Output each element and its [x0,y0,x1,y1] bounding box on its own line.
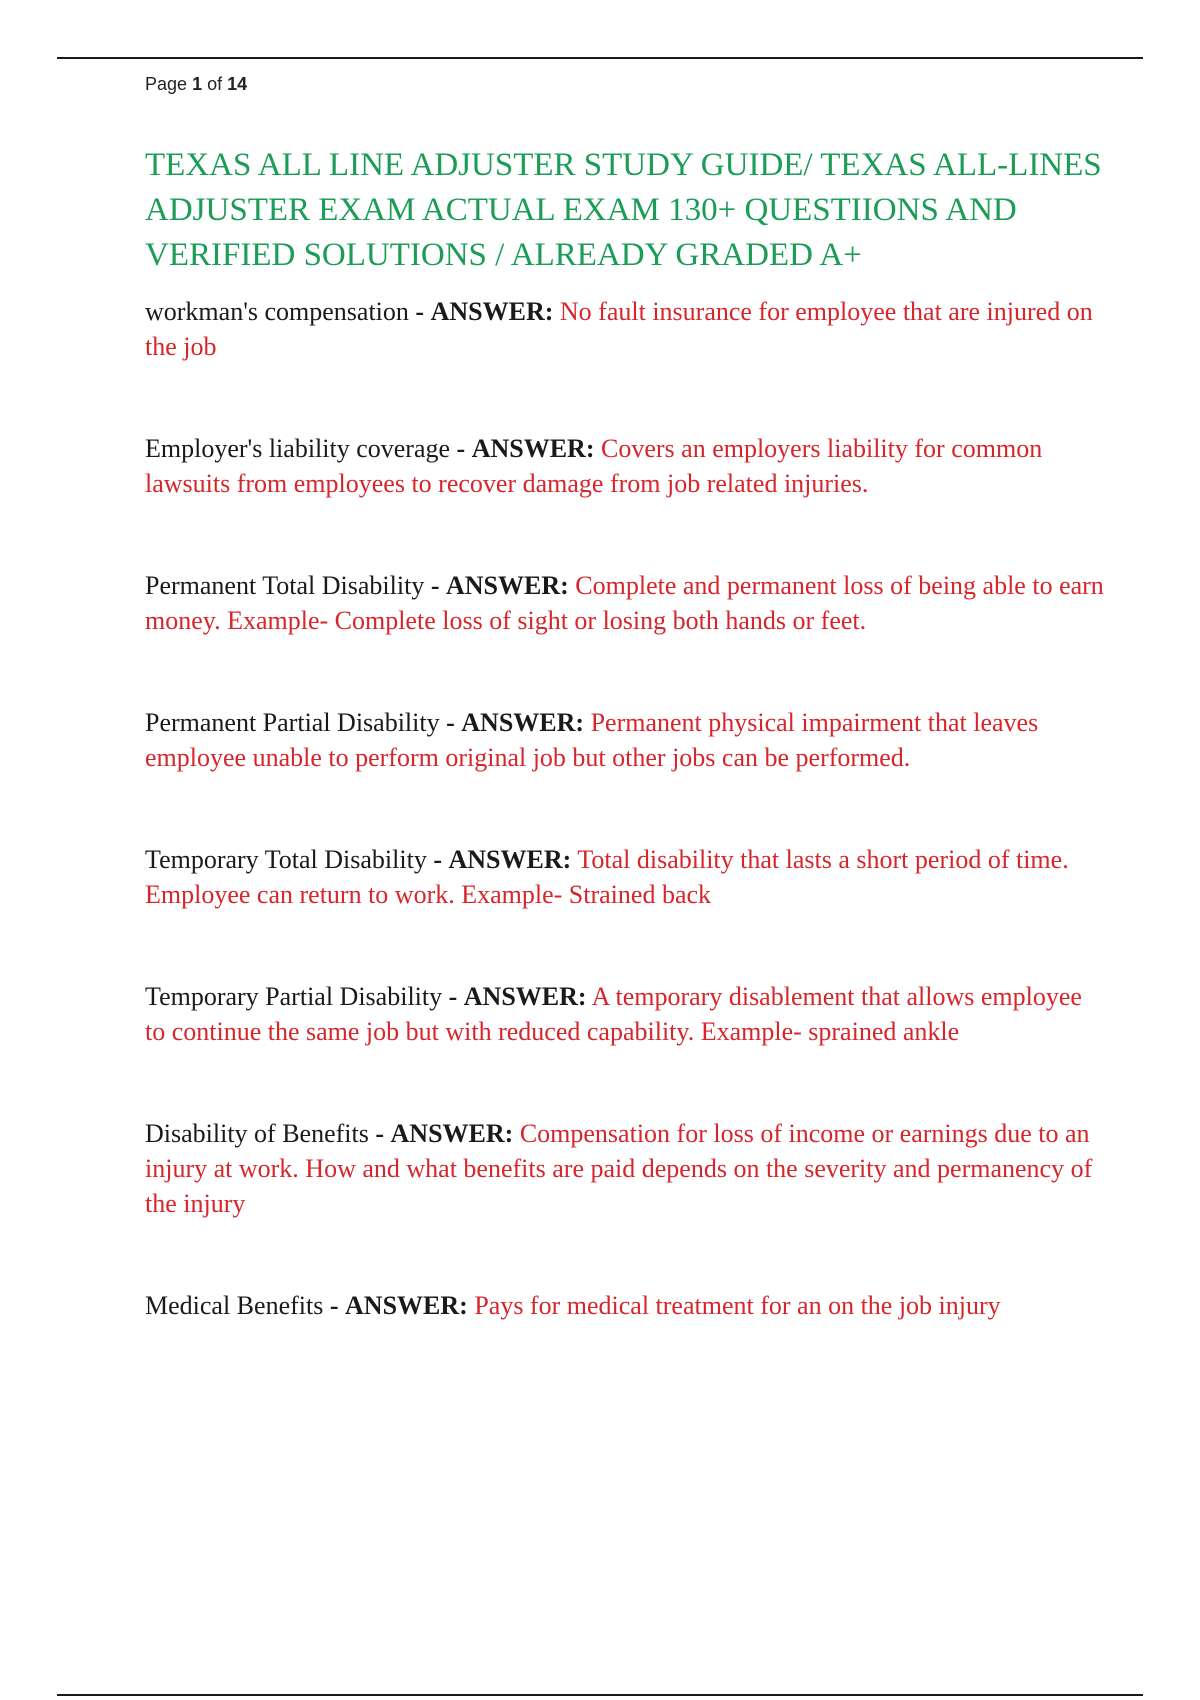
qa-answer: No fault insurance for employee that are injured on the job [145,297,1093,361]
qa-item [145,842,1105,912]
qa-separator: - [430,571,440,600]
qa-term: Temporary Partial Disability [145,982,443,1011]
qa-answer: Permanent physical impairment that leaves employee unable to perform original job but other jobs can be performed. [145,708,1039,772]
answer-label: ANSWER: [461,708,585,737]
qa-item [145,294,1105,364]
answer-label: ANSWER: [471,434,595,463]
qa-item [145,431,1105,501]
page-indicator [145,74,247,95]
answer-label: ANSWER: [390,1119,514,1148]
qa-answer: Compensation for loss of income or earnings due to an injury at work. How and what benefits are paid depends on the severity and permanency of the injury [145,1119,1093,1218]
qa-answer: Complete and permanent loss of being able to earn money. Example- Complete loss of sight or losing both hands or feet. [145,571,1104,635]
page-total: 14 [227,74,248,94]
qa-separator: - [448,982,458,1011]
qa-term: Permanent Partial Disability [145,708,440,737]
qa-separator: - [375,1119,385,1148]
answer-label: ANSWER: [430,297,554,326]
qa-answer: Total disability that lasts a short period of time. Employee can return to work. Example- Strained back [145,845,1069,909]
qa-separator: - [415,297,425,326]
qa-separator: - [446,708,455,737]
qa-item [145,979,1105,1049]
qa-item [145,568,1105,638]
document-body [145,143,1105,1390]
page-of: of [207,74,223,94]
qa-term: Employer's liability coverage [145,434,451,463]
qa-answer: Covers an employers liability for common lawsuits from employees to recover damage from job related injuries. [145,434,1043,498]
answer-label: ANSWER: [345,1291,468,1320]
qa-item [145,1116,1105,1221]
qa-term: Disability of Benefits [145,1119,369,1148]
page-prefix: Page [145,74,188,94]
top-rule [57,57,1143,59]
answer-label: ANSWER: [463,982,587,1011]
qa-term: Temporary Total Disability [145,845,427,874]
qa-item [145,1288,1105,1323]
answer-label: ANSWER: [446,571,569,600]
qa-separator: - [456,434,466,463]
qa-answer: A temporary disablement that allows employee to continue the same job but with reduced capability. Example- sprained ankle [145,982,1082,1046]
qa-term: Permanent Total Disability [145,571,425,600]
page-current: 1 [192,74,203,94]
qa-term: workman's compensation [145,297,409,326]
qa-answer: Pays for medical treatment for an on the job injury [474,1291,1001,1320]
qa-item [145,705,1105,775]
qa-term: Medical Benefits [145,1291,324,1320]
qa-separator: - [433,845,442,874]
document-title: TEXAS ALL LINE ADJUSTER STUDY GUIDE/ TEXAS ALL-LINES ADJUSTER EXAM ACTUAL EXAM 130+ QUESTIIONS AND VERIFIED SOLUTIONS / ALREADY GRADED A+ [145,147,1102,273]
qa-separator: - [329,1291,339,1320]
bottom-rule [57,1694,1143,1696]
answer-label: ANSWER: [448,845,572,874]
